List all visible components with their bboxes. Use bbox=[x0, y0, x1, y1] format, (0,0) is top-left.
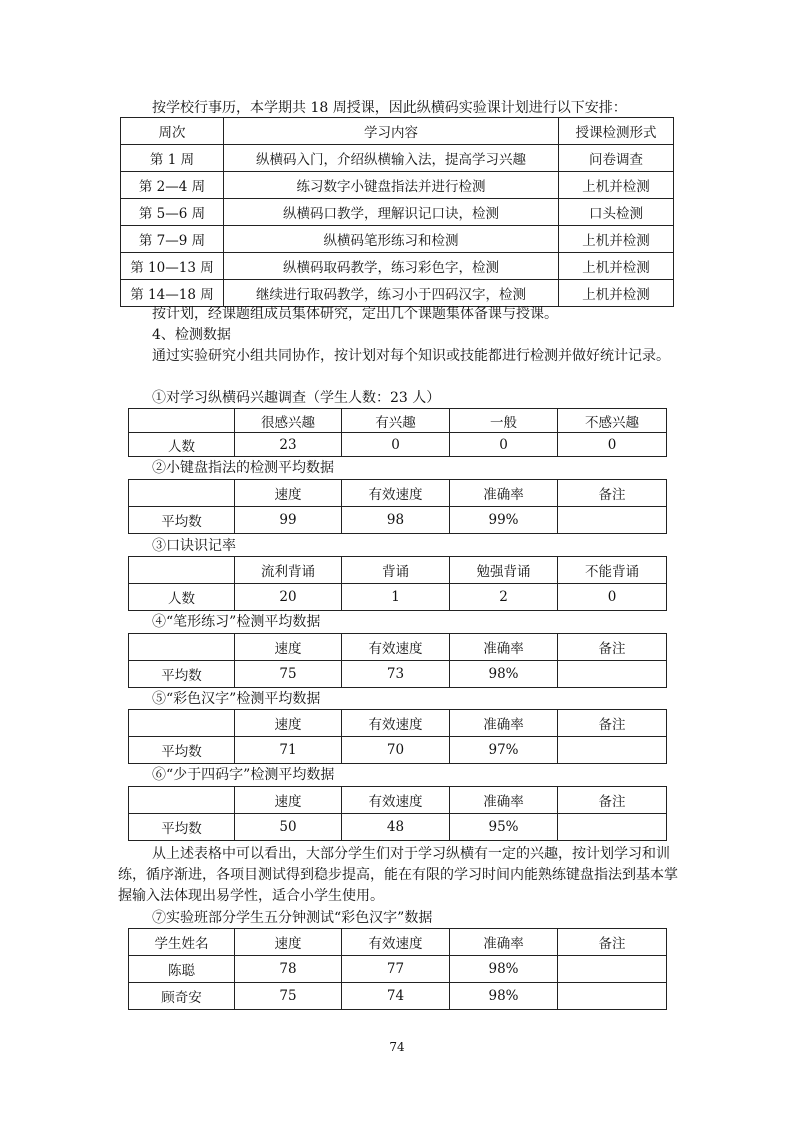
table-cell: 50 bbox=[235, 814, 342, 841]
table-cell bbox=[558, 737, 667, 764]
table-cell: 74 bbox=[342, 983, 450, 1010]
table-row bbox=[129, 983, 667, 1010]
table-cell: 1 bbox=[342, 584, 450, 611]
table-row bbox=[121, 199, 674, 226]
table-header-row bbox=[129, 634, 667, 661]
table-header-cell: 备注 bbox=[558, 480, 667, 507]
table-header-cell: 准确率 bbox=[450, 480, 558, 507]
table-cell: 上机并检测 bbox=[559, 226, 674, 253]
table-cell: 95% bbox=[450, 814, 558, 841]
table-header-row bbox=[129, 710, 667, 737]
table-cell: 口头检测 bbox=[559, 199, 674, 226]
table-header-row bbox=[129, 929, 667, 956]
table-cell: 98% bbox=[450, 983, 558, 1010]
table-row bbox=[129, 661, 667, 688]
table-row bbox=[129, 814, 667, 841]
section-intro: 通过实验研究小组共同协作，按计划对每个知识或技能都进行检测并做好统计记录。 bbox=[152, 348, 670, 364]
table-cell: 平均数 bbox=[129, 737, 235, 764]
table-cell: 练习数字小键盘指法并进行检测 bbox=[224, 172, 559, 199]
table-header-cell: 备注 bbox=[558, 929, 667, 956]
table-header-cell: 速度 bbox=[235, 710, 342, 737]
table-row bbox=[121, 145, 674, 172]
table-header-cell: 有效速度 bbox=[342, 710, 450, 737]
table-cell bbox=[558, 661, 667, 688]
table-header-cell: 有兴趣 bbox=[342, 409, 450, 433]
table-header-row bbox=[129, 787, 667, 814]
table-cell: 99% bbox=[450, 507, 558, 534]
table-cell: 平均数 bbox=[129, 507, 235, 534]
table-cell: 顾奇安 bbox=[129, 983, 235, 1010]
table-cell: 98 bbox=[342, 507, 450, 534]
table-header-cell: 有效速度 bbox=[342, 929, 450, 956]
table-cell: 人数 bbox=[129, 433, 235, 457]
table-cell: 75 bbox=[235, 661, 342, 688]
interest-survey-table bbox=[128, 408, 667, 457]
table-cell: 73 bbox=[342, 661, 450, 688]
table-cell bbox=[558, 814, 667, 841]
table-header-cell: 不感兴趣 bbox=[558, 409, 667, 433]
table-cell: 继续进行取码教学，练习小于四码汉字，检测 bbox=[224, 280, 559, 307]
table-cell: 纵横码笔形练习和检测 bbox=[224, 226, 559, 253]
table-cell: 75 bbox=[235, 983, 342, 1010]
conclusion-paragraph: 从上述表格中可以看出，大部分学生们对于学习纵横有一定的兴趣，按计划学习和训练，循序渐进，各项目测试得到稳步提高，能在有限的学习时间内能熟练键盘指法到基本掌握输入法体现出易学性，适合小学生使用。 bbox=[118, 846, 678, 904]
table-row bbox=[129, 956, 667, 983]
table-cell: 23 bbox=[235, 433, 342, 457]
table-cell bbox=[558, 956, 667, 983]
table-cell: 97% bbox=[450, 737, 558, 764]
table-caption: ③口诀识记率 bbox=[152, 538, 236, 554]
table-row bbox=[129, 507, 667, 534]
table-cell bbox=[558, 507, 667, 534]
table-cell: 48 bbox=[342, 814, 450, 841]
table-header-cell: 准确率 bbox=[450, 710, 558, 737]
table-header-cell bbox=[129, 710, 235, 737]
table-cell: 上机并检测 bbox=[559, 172, 674, 199]
table-header-cell: 准确率 bbox=[450, 929, 558, 956]
table-header-cell: 背诵 bbox=[342, 557, 450, 584]
table-cell bbox=[558, 983, 667, 1010]
table-row bbox=[129, 737, 667, 764]
table-header-row bbox=[129, 557, 667, 584]
table-header-cell: 周次 bbox=[121, 118, 224, 145]
table-header-cell: 有效速度 bbox=[342, 480, 450, 507]
table-header-cell bbox=[129, 787, 235, 814]
page-number: 74 bbox=[389, 1040, 405, 1054]
table-header-cell: 准确率 bbox=[450, 787, 558, 814]
table-header-cell: 一般 bbox=[450, 409, 558, 433]
table-caption: ②小键盘指法的检测平均数据 bbox=[152, 460, 334, 476]
table-cell: 纵横码入门，介绍纵横输入法，提高学习兴趣 bbox=[224, 145, 559, 172]
table-caption: ④“笔形练习”检测平均数据 bbox=[152, 614, 321, 630]
table-cell: 平均数 bbox=[129, 661, 235, 688]
stroke-practice-table bbox=[128, 633, 667, 688]
table-row bbox=[129, 584, 667, 611]
table-cell: 平均数 bbox=[129, 814, 235, 841]
table-cell: 98% bbox=[450, 956, 558, 983]
table-header-row bbox=[129, 480, 667, 507]
table-row bbox=[121, 226, 674, 253]
table-cell: 上机并检测 bbox=[559, 280, 674, 307]
table-row bbox=[129, 433, 667, 457]
table-header-cell: 不能背诵 bbox=[558, 557, 667, 584]
table-header-cell: 有效速度 bbox=[342, 634, 450, 661]
table-header-cell: 准确率 bbox=[450, 634, 558, 661]
table-cell: 78 bbox=[235, 956, 342, 983]
table-caption: ①对学习纵横码兴趣调查（学生人数：23 人） bbox=[152, 390, 441, 406]
student-test-table bbox=[128, 928, 667, 1010]
plan-note: 按计划，经课题组成员集体研究，定出几个课题集体备课与授课。 bbox=[152, 306, 558, 322]
table-cell: 0 bbox=[558, 584, 667, 611]
table-header-cell: 有效速度 bbox=[342, 787, 450, 814]
table-header-cell: 很感兴趣 bbox=[235, 409, 342, 433]
table-header-cell: 学生姓名 bbox=[129, 929, 235, 956]
table-header-cell: 速度 bbox=[235, 929, 342, 956]
table-cell: 第 10—13 周 bbox=[121, 253, 224, 280]
table-cell: 第 14—18 周 bbox=[121, 280, 224, 307]
table-header-cell: 速度 bbox=[235, 634, 342, 661]
table-row bbox=[121, 172, 674, 199]
table-cell: 第 7—9 周 bbox=[121, 226, 224, 253]
table-cell: 0 bbox=[558, 433, 667, 457]
table-header-cell: 流利背诵 bbox=[235, 557, 342, 584]
table-header-row bbox=[129, 409, 667, 433]
table-caption: ⑤“彩色汉字”检测平均数据 bbox=[152, 691, 321, 707]
table-cell: 陈聪 bbox=[129, 956, 235, 983]
schedule-table bbox=[120, 117, 674, 307]
table-cell: 0 bbox=[342, 433, 450, 457]
table-cell: 77 bbox=[342, 956, 450, 983]
table-caption: ⑥“少于四码字”检测平均数据 bbox=[152, 767, 335, 783]
section-title: 4、检测数据 bbox=[152, 327, 231, 343]
table-cell: 0 bbox=[450, 433, 558, 457]
color-chars-table bbox=[128, 709, 667, 764]
keypad-test-table bbox=[128, 479, 667, 534]
table-header-cell: 速度 bbox=[235, 480, 342, 507]
table-cell: 纵横码取码教学，练习彩色字，检测 bbox=[224, 253, 559, 280]
table-cell: 99 bbox=[235, 507, 342, 534]
table-row bbox=[121, 253, 674, 280]
table-header-cell: 授课检测形式 bbox=[559, 118, 674, 145]
table-header-cell: 备注 bbox=[558, 634, 667, 661]
table-header-cell bbox=[129, 409, 235, 433]
table-cell: 71 bbox=[235, 737, 342, 764]
table-header-cell: 勉强背诵 bbox=[450, 557, 558, 584]
table-header-cell: 速度 bbox=[235, 787, 342, 814]
mnemonic-recall-table bbox=[128, 556, 667, 611]
table-header-cell bbox=[129, 557, 235, 584]
table-header-cell: 备注 bbox=[558, 787, 667, 814]
table-row bbox=[121, 280, 674, 307]
table-cell: 问卷调查 bbox=[559, 145, 674, 172]
table-cell: 第 2—4 周 bbox=[121, 172, 224, 199]
table-header-cell: 备注 bbox=[558, 710, 667, 737]
table-cell: 第 1 周 bbox=[121, 145, 224, 172]
table-cell: 2 bbox=[450, 584, 558, 611]
table-header-row bbox=[121, 118, 674, 145]
table-header-cell bbox=[129, 480, 235, 507]
table-caption: ⑦实验班部分学生五分钟测试“彩色汉字”数据 bbox=[152, 910, 433, 926]
table-cell: 第 5—6 周 bbox=[121, 199, 224, 226]
table-cell: 人数 bbox=[129, 584, 235, 611]
table-cell: 20 bbox=[235, 584, 342, 611]
intro-paragraph: 按学校行事历，本学期共 18 周授课，因此纵横码实验课计划进行以下安排： bbox=[152, 100, 627, 116]
table-header-cell bbox=[129, 634, 235, 661]
table-cell: 上机并检测 bbox=[559, 253, 674, 280]
table-cell: 98% bbox=[450, 661, 558, 688]
table-header-cell: 学习内容 bbox=[224, 118, 559, 145]
table-cell: 70 bbox=[342, 737, 450, 764]
fewer-codes-table bbox=[128, 786, 667, 841]
table-cell: 纵横码口教学，理解识记口诀，检测 bbox=[224, 199, 559, 226]
